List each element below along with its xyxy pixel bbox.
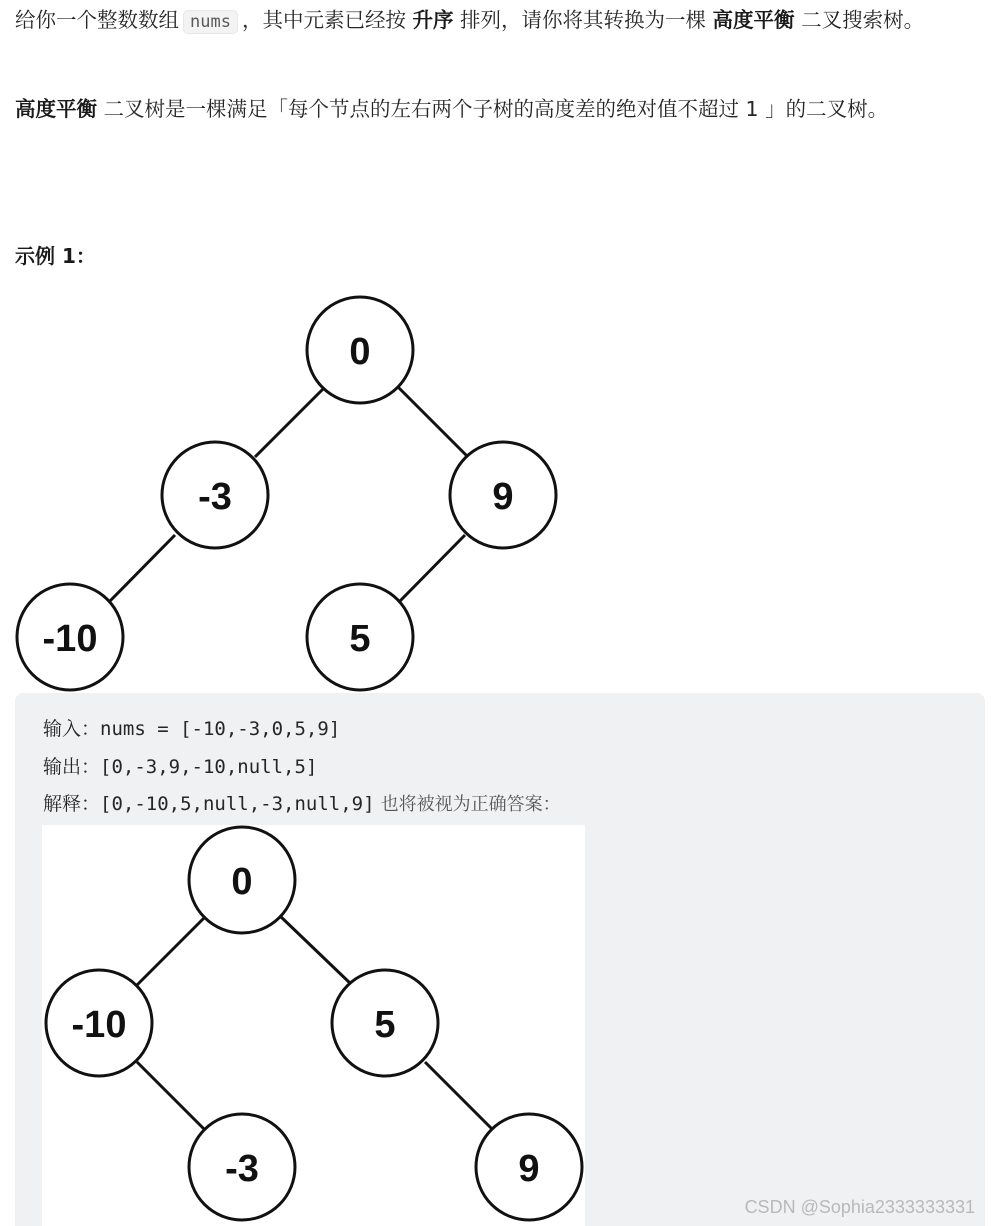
edge-root-right	[398, 387, 468, 457]
tree2-label-left-right: -3	[225, 1148, 259, 1190]
p2-text: 二叉树是一棵满足「每个节点的左右两个子树的高度差的绝对值不超过 1 」的二叉树。	[103, 97, 889, 121]
edge2-root-right	[279, 915, 352, 985]
output-label: 输出：	[43, 756, 101, 778]
edge2-right-rightright	[425, 1062, 495, 1132]
input-line	[43, 716, 340, 742]
alt-tree-image	[42, 825, 585, 1226]
edge-root-left	[255, 387, 325, 457]
tree1-label-left-left: -10	[42, 618, 98, 660]
problem-paragraph-1	[15, 3, 981, 39]
input-value: nums = [-10,-3,0,5,9]	[100, 718, 341, 740]
input-label: 输入：	[43, 718, 101, 740]
tree2-label-right: 5	[374, 1004, 396, 1046]
p1-text-b: ，其中元素已经按	[241, 8, 406, 32]
edge-right-rightleft	[400, 535, 465, 601]
example-title: 示例 1：	[15, 244, 96, 268]
p1-bold-ascending: 升序	[412, 8, 454, 32]
tree2-label-left: -10	[71, 1004, 127, 1046]
output-line	[43, 754, 317, 780]
p1-text-c: 排列，请你将其转换为一棵	[460, 8, 707, 32]
edge2-root-left	[137, 915, 207, 985]
output-value: [0,-3,9,-10,null,5]	[100, 756, 318, 778]
example-tree-image	[0, 285, 570, 695]
p1-text-a: 给你一个整数数组	[15, 8, 179, 32]
tree1-label-right-left: 5	[349, 618, 371, 660]
p1-text-d: 二叉搜索树。	[801, 8, 925, 32]
problem-paragraph-2	[15, 92, 981, 126]
inline-code-nums: nums	[183, 10, 238, 34]
edge-left-leftleft	[110, 535, 175, 601]
csdn-watermark: CSDN @Sophia2333333331	[744, 1197, 975, 1217]
tree1-label-left: -3	[198, 476, 232, 518]
explain-note: 也将被视为正确答案：	[380, 794, 561, 815]
tree1-label-right: 9	[492, 476, 514, 518]
tree2-label-right-right: 9	[518, 1148, 540, 1190]
edge2-left-leftright	[137, 1062, 207, 1132]
p2-bold-balanced: 高度平衡	[15, 97, 97, 121]
tree2-label-root: 0	[231, 861, 253, 903]
explain-line	[43, 791, 561, 818]
tree1-label-root: 0	[349, 331, 371, 373]
explain-label: 解释：	[43, 793, 101, 815]
explain-value: [0,-10,5,null,-3,null,9]	[100, 793, 375, 815]
p1-bold-balanced: 高度平衡	[712, 8, 795, 32]
